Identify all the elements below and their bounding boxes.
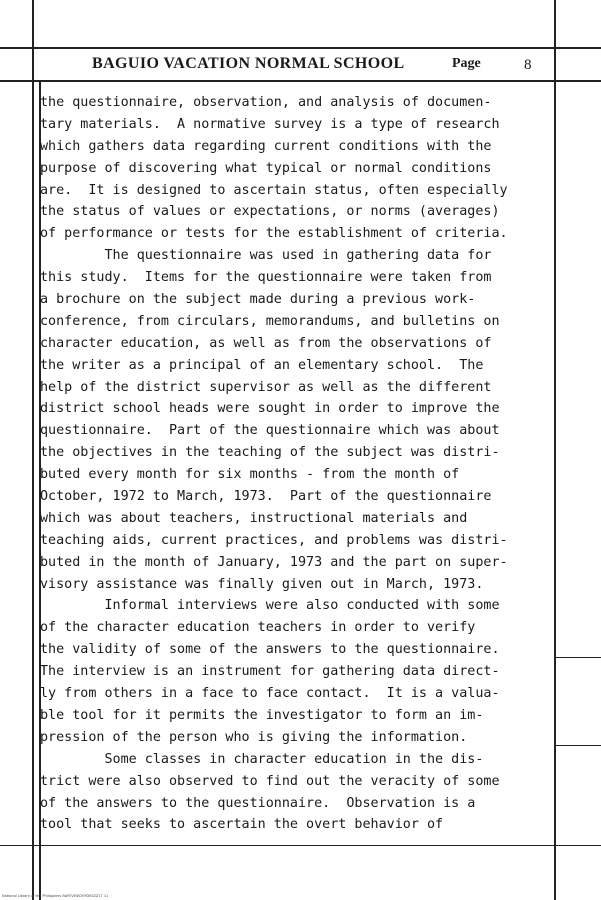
text-line: purpose of discovering what typical or normal conditions: [40, 160, 492, 176]
text-line: visory assistance was finally given out in March, 1973.: [40, 576, 484, 592]
text-line: the questionnaire, observation, and analysis of documen-: [40, 95, 492, 110]
text-line: questionnaire. Part of the questionnaire which was about: [40, 423, 500, 439]
right-margin-tick-1: [554, 657, 601, 658]
text-line: tool that seeks to ascertain the overt behavior of: [40, 817, 444, 833]
text-line: teaching aids, current practices, and problems was distri-: [40, 532, 508, 548]
text-line: buted every month for six months - from the month of: [40, 467, 460, 483]
text-line: October, 1972 to March, 1973. Part of the questionnaire: [40, 489, 492, 505]
text-line: which was about teachers, instructional materials and: [40, 510, 468, 526]
left-margin-rule-outer: [32, 0, 34, 900]
text-line: trict were also observed to find out the veracity of some: [40, 773, 500, 789]
text-line: the objectives in the teaching of the subject was distri-: [40, 445, 500, 461]
archive-footer-note: National Library of the Philippines BAFEVEIEDVYDESZZ17 11: [2, 894, 109, 898]
page-header: [40, 52, 555, 82]
text-line: The questionnaire was used in gathering data for: [40, 248, 492, 264]
text-line: the writer as a principal of an elementary school. The: [40, 357, 484, 373]
right-margin-tick-2: [554, 745, 601, 746]
text-line: The interview is an instrument for gathering data direct-: [40, 664, 500, 680]
body-text: [40, 92, 555, 836]
text-line: a brochure on the subject made during a previous work-: [40, 292, 476, 308]
school-title: BAGUIO VACATION NORMAL SCHOOL: [92, 55, 405, 72]
text-line: Some classes in character education in the dis-: [40, 751, 484, 767]
text-line: conference, from circulars, memorandums, and bulletins on: [40, 313, 500, 329]
page-label: Page: [452, 56, 481, 71]
text-line: pression of the person who is giving the information.: [40, 729, 468, 745]
text-line: tary materials. A normative survey is a type of research: [40, 116, 500, 132]
text-line: are. It is designed to ascertain status, often especially: [40, 182, 508, 198]
text-line: ly from others in a face to face contact. It is a valua-: [40, 686, 500, 702]
text-line: character education, as well as from the observations of: [40, 335, 492, 351]
text-line: of the character education teachers in order to verify: [40, 620, 476, 636]
text-line: help of the district supervisor as well as the different: [40, 379, 492, 395]
text-line: Informal interviews were also conducted with some: [40, 598, 500, 614]
text-line: of the answers to the questionnaire. Observation is a: [40, 795, 476, 811]
text-line: district school heads were sought in order to improve the: [40, 401, 500, 417]
text-line: this study. Items for the questionnaire were taken from: [40, 270, 492, 286]
text-line: the status of values or expectations, or norms (averages): [40, 204, 500, 220]
page-number: 8: [524, 57, 532, 73]
text-line: which gathers data regarding current conditions with the: [40, 138, 492, 154]
bottom-rule: [0, 845, 601, 846]
header-top-rule: [0, 47, 601, 49]
text-line: buted in the month of January, 1973 and the part on super-: [40, 554, 508, 570]
text-line: of performance or tests for the establishment of criteria.: [40, 226, 508, 242]
text-line: ble tool for it permits the investigator to form an im-: [40, 707, 484, 723]
text-line: the validity of some of the answers to the questionnaire.: [40, 642, 500, 658]
